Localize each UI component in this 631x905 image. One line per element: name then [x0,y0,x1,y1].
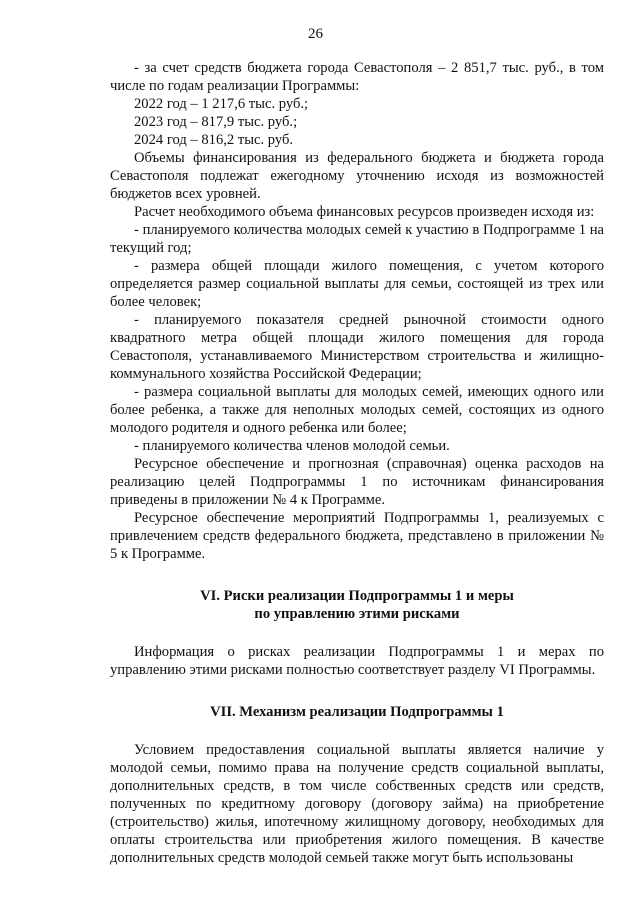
budget-intro-paragraph: - за счет средств бюджета города Севастополя – 2 851,7 тыс. руб., в том числе по годам реализации Программы: [110,60,604,94]
list-item: - планируемого количества молодых семей к участию в Подпрограмме 1 на текущий год; [110,222,604,256]
section-6-heading-line-2: по управлению этими рисками [254,606,460,622]
page-number: 26 [308,26,323,42]
section-7-heading: VII. Механизм реализации Подпрограммы 1 [210,704,504,720]
list-item: - размера общей площади жилого помещения, с учетом которого определяется размер социальной выплаты для семьи, состоящей из трех или более человек; [110,258,604,310]
spacer [110,563,604,587]
section-6-heading-line-1: VI. Риски реализации Подпрограммы 1 и меры [200,588,514,604]
spacer [110,623,604,643]
federal-budget-paragraph: Объемы финансирования из федерального бюджета и бюджета города Севастополя подлежат ежегодному уточнению исходя из возможностей бюджетов всех уровней. [110,150,604,202]
document-body [110,59,604,867]
calculation-paragraph: Расчет необходимого объема финансовых ресурсов произведен исходя из: [134,204,595,220]
section-7-text: Условием предоставления социальной выплаты является наличие у молодой семьи, помимо права на получение средств социальной выплаты, дополнительных средств, в том числе собственных средств или средств, полученных по кредитному договору (договору займа) на приобретение (строительство) жилья, ипотечному жилищному договору, необходимых для оплаты строительства или приобретения жилого помещения. В качестве дополнительных средств молодой семьей также могут быть использованы [110,742,604,866]
year-2023-line: 2023 год – 817,9 тыс. руб.; [134,114,298,130]
year-2022-line: 2022 год – 1 217,6 тыс. руб.; [134,96,309,112]
resource-federal-paragraph: Ресурсное обеспечение мероприятий Подпрограммы 1, реализуемых с привлечением средств федерального бюджета, представлено в приложении № 5 к Программе. [110,510,604,562]
section-6-text: Информация о рисках реализации Подпрограммы 1 и мерах по управлению этими рисками полностью соответствует разделу VI Программы. [110,644,604,678]
spacer [110,679,604,703]
list-item: - планируемого показателя средней рыночной стоимости одного квадратного метра общей площади жилого помещения для города Севастополя, устанавливаемого Министерством строительства и жилищно-коммунального хозяйства Российской Федерации; [110,312,604,382]
list-item: - планируемого количества членов молодой семьи. [134,438,450,454]
resource-paragraph: Ресурсное обеспечение и прогнозная (справочная) оценка расходов на реализацию целей Подпрограммы 1 по источникам финансирования приведены в приложении № 4 к Программе. [110,456,604,508]
year-2024-line: 2024 год – 816,2 тыс. руб. [134,132,294,148]
list-item: - размера социальной выплаты для молодых семей, имеющих одного или более ребенка, а также для неполных молодых семей, состоящих из одного молодого родителя и одного ребенка или более; [110,384,604,436]
spacer [110,721,604,741]
